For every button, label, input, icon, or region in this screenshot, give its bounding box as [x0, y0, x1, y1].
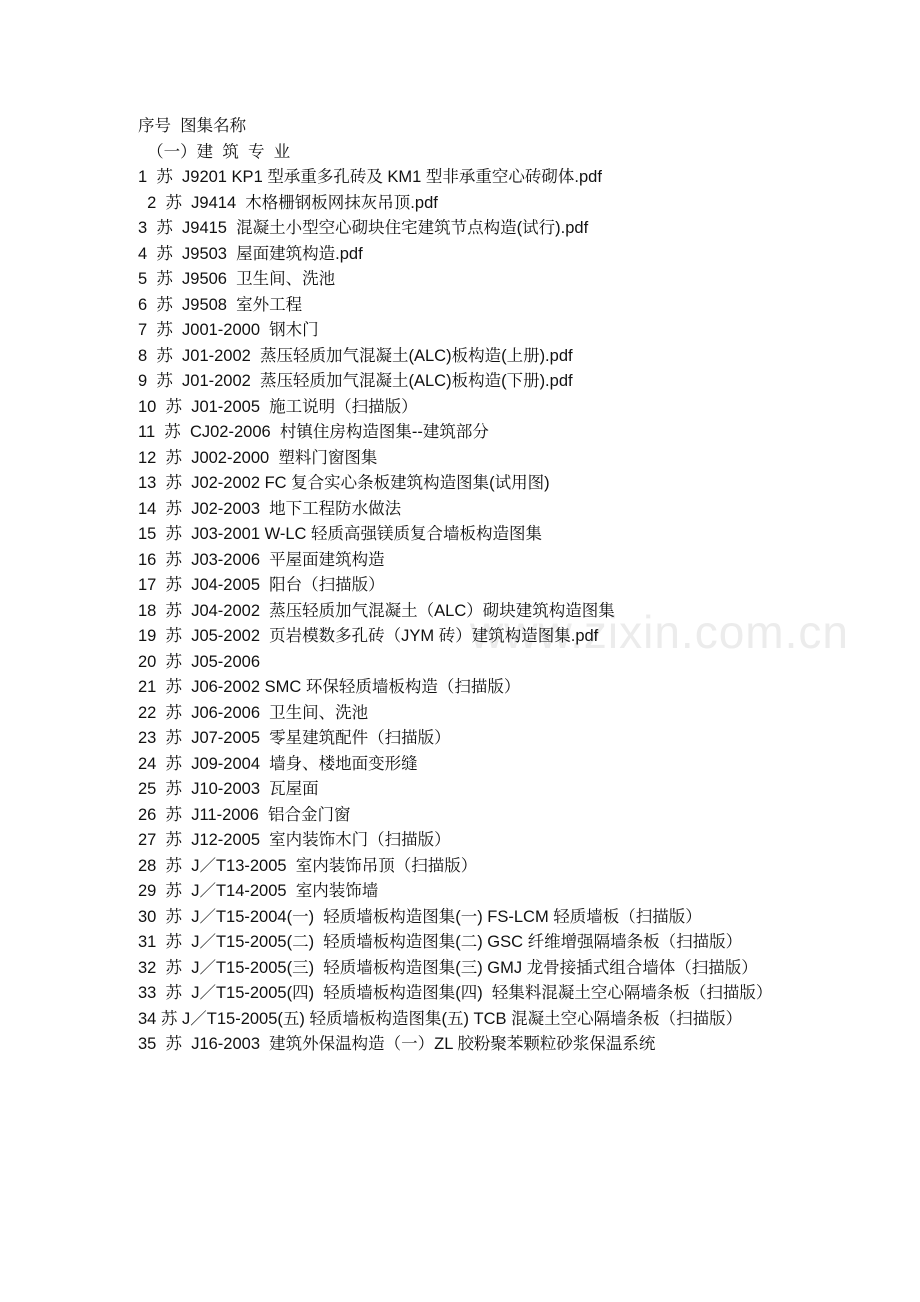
list-item: 34 苏 J／T15-2005(五) 轻质墙板构造图集(五) TCB 混凝土空心隔墙条板（扫描版）	[138, 1009, 743, 1028]
list-item: 3 苏 J9415 混凝土小型空心砌块住宅建筑节点构造(试行).pdf	[138, 219, 589, 237]
list-item: 23 苏 J07-2005 零星建筑配件（扫描版）	[138, 729, 451, 747]
list-item: 2 苏 J9414 木格栅钢板网抹灰吊顶.pdf	[138, 193, 438, 212]
list-item: 15 苏 J03-2001 W-LC 轻质高强镁质复合墙板构造图集	[138, 525, 543, 543]
list-item: 27 苏 J12-2005 室内装饰木门（扫描版）	[138, 831, 451, 849]
list-item: 8 苏 J01-2002 蒸压轻质加气混凝土(ALC)板构造(上册).pdf	[138, 346, 573, 365]
list-item: 4 苏 J9503 屋面建筑构造.pdf	[138, 244, 363, 263]
list-item: 16 苏 J03-2006 平屋面建筑构造	[138, 550, 385, 569]
document-body	[138, 114, 798, 1058]
list-item: 6 苏 J9508 室外工程	[138, 295, 303, 314]
list-item: 11 苏 CJ02-2006 村镇住房构造图集--建筑部分	[138, 423, 489, 441]
list-item: 24 苏 J09-2004 墙身、楼地面变形缝	[138, 754, 418, 773]
list-item: 1 苏 J9201 KP1 型承重多孔砖及 KM1 型非承重空心砖砌体.pdf	[138, 168, 602, 186]
list-item: 22 苏 J06-2006 卫生间、洗池	[138, 703, 369, 722]
list-item: 10 苏 J01-2005 施工说明（扫描版）	[138, 397, 418, 416]
list-item: 18 苏 J04-2002 蒸压轻质加气混凝土（ALC）砌块建筑构造图集	[138, 601, 615, 620]
list-item: 28 苏 J／T13-2005 室内装饰吊顶（扫描版）	[138, 856, 478, 875]
list-item: 17 苏 J04-2005 阳台（扫描版）	[138, 576, 385, 594]
list-item: 12 苏 J002-2000 塑料门窗图集	[138, 448, 378, 467]
list-item: 31 苏 J／T15-2005(二) 轻质墙板构造图集(二) GSC 纤维增强隔墙条板（扫描版）	[138, 933, 743, 951]
list-item: 7 苏 J001-2000 钢木门	[138, 321, 319, 339]
list-item: 20 苏 J05-2006	[138, 652, 260, 671]
list-item: 32 苏 J／T15-2005(三) 轻质墙板构造图集(三) GMJ 龙骨接插式组合墙体（扫描版）	[138, 958, 758, 977]
list-item: 9 苏 J01-2002 蒸压轻质加气混凝土(ALC)板构造(下册).pdf	[138, 372, 573, 390]
list-item: 33 苏 J／T15-2005(四) 轻质墙板构造图集(四) 轻集料混凝土空心隔墙条板（扫描版）	[138, 984, 773, 1002]
list-item: 5 苏 J9506 卫生间、洗池	[138, 270, 336, 288]
list-item: 30 苏 J／T15-2004(一) 轻质墙板构造图集(一) FS-LCM 轻质墙板（扫描版）	[138, 907, 702, 926]
list-item: 21 苏 J06-2002 SMC 环保轻质墙板构造（扫描版）	[138, 678, 521, 696]
list-header: 序号 图集名称	[138, 117, 247, 135]
list-item: 19 苏 J05-2002 页岩模数多孔砖（JYM 砖）建筑构造图集.pdf	[138, 627, 599, 645]
section-title: （一）建 筑 专 业	[138, 142, 291, 161]
list-item: 14 苏 J02-2003 地下工程防水做法	[138, 499, 402, 518]
list-item: 13 苏 J02-2002 FC 复合实心条板建筑构造图集(试用图)	[138, 474, 550, 492]
list-item: 35 苏 J16-2003 建筑外保温构造（一）ZL 胶粉聚苯颗粒砂浆保温系统	[138, 1035, 656, 1053]
watermark: www.zixin.com.cn	[470, 606, 849, 658]
list-item: 26 苏 J11-2006 铝合金门窗	[138, 805, 351, 824]
list-item: 29 苏 J／T14-2005 室内装饰墙	[138, 882, 379, 900]
list-item: 25 苏 J10-2003 瓦屋面	[138, 780, 319, 798]
